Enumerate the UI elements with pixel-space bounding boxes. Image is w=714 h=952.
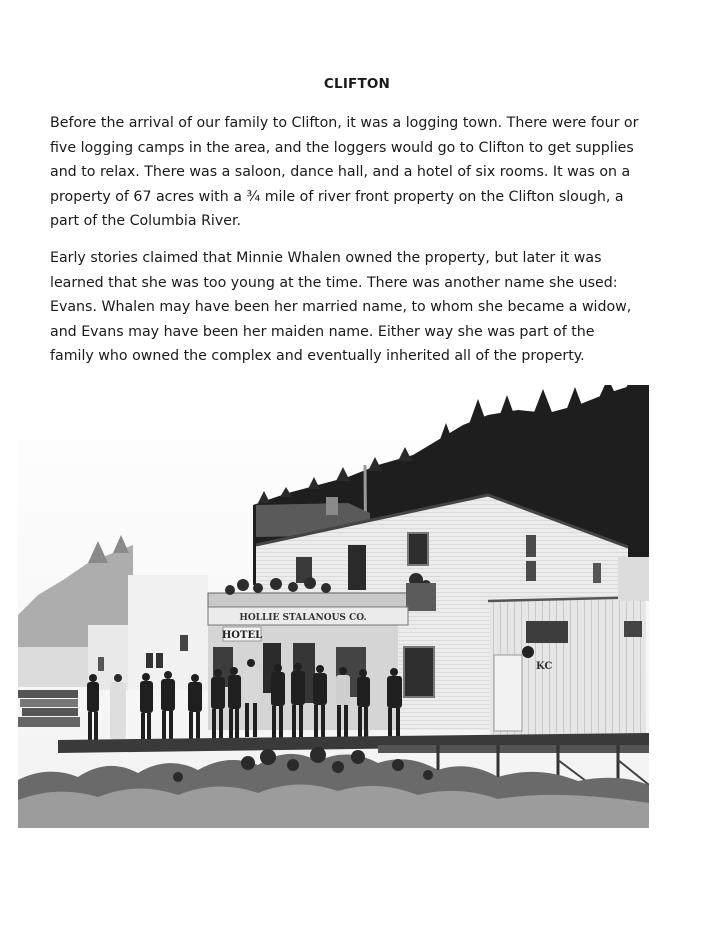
chimney xyxy=(326,497,338,515)
hotel-sign: HOTEL xyxy=(221,630,263,641)
lumber-pile xyxy=(18,690,80,727)
storefront-sign: HOLLIE STALANOUS CO. xyxy=(239,613,367,623)
historic-photo-clifton-hotel xyxy=(18,385,649,828)
photo-illustration xyxy=(18,385,649,828)
page-title: CLIFTON xyxy=(323,76,391,92)
paragraph-2: Early stories claimed that Minnie Whalen owned the property, but later it was learned that she was too young at the time. There was another name she used: Evans. Whalen may have been her married name, to whom she became a widow, and Evans may have been her maiden name. Either way she was part of the family who owned the complex and eventually inherited all of the property. xyxy=(50,250,632,365)
shed-letters: KC xyxy=(536,661,553,672)
paragraph-1: Before the arrival of our family to Clifton, it was a logging town. There were four or five logging camps in the area, and the loggers would go to Clifton to get supplies and to relax. There was a saloon, dance hall, and a hotel of six rooms. It was on a property of 67 acres with a ¾ mile of river front property on the Clifton slough, a part of the Columbia River. xyxy=(50,115,639,230)
